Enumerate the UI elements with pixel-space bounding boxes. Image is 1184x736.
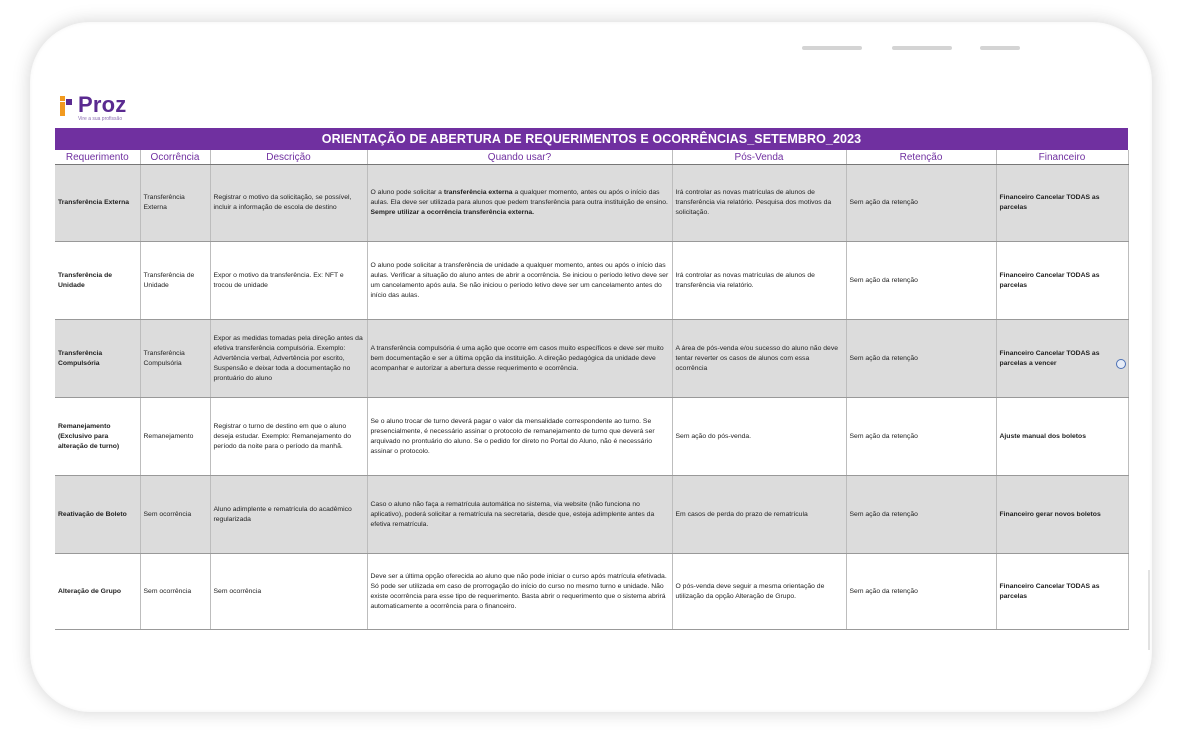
brand-name: Proz <box>78 92 127 117</box>
col-descricao: Descrição <box>210 150 367 165</box>
table-row <box>55 398 1128 476</box>
cell-quando-usar: O aluno pode solicitar a transferência de unidade a qualquer momento, antes ou após o início das aulas. Verificar a situação do aluno antes de abrir a ocorrência. Se iniciou o período letivo deve ser um cancelamento após aula. Se não iniciou o período letivo deve ser um cancelamento antes do início das aulas. <box>367 242 672 320</box>
cell-pos-venda: Em casos de perda do prazo de rematrícula <box>672 476 846 554</box>
cell-retencao: Sem ação da retenção <box>846 476 996 554</box>
cell-descricao: Expor as medidas tomadas pela direção antes da efetiva transferência compulsória. Exemplo: Advertência verbal, Advertência por escrito, Suspensão e deixar toda a documentação no prontuário do aluno <box>210 320 367 398</box>
cell-descricao: Registrar o turno de destino em que o aluno deseja estudar. Exemplo: Remanejamento do período da noite para o período da manhã. <box>210 398 367 476</box>
cell-ocorrencia: Transferência Compulsória <box>140 320 210 398</box>
cell-financeiro: Financeiro gerar novos boletos <box>996 476 1128 554</box>
cell-retencao: Sem ação da retenção <box>846 320 996 398</box>
cell-retencao: Sem ação da retenção <box>846 242 996 320</box>
cell-financeiro: Ajuste manual dos boletos <box>996 398 1128 476</box>
brand-tagline: Vire a sua profissão <box>78 116 123 122</box>
cell-requerimento: Transferência de Unidade <box>55 242 140 320</box>
table-row <box>55 476 1128 554</box>
quando-bold-d: Sempre utilizar a ocorrência transferência externa. <box>370 209 535 216</box>
cell-quando-usar: Deve ser a última opção oferecida ao aluno que não pode iniciar o curso após matrícula efetivada. Só pode ser utilizada em caso de prorrogação do início do curso no mesmo turno e unidade. Não existe ocorrência para esse tipo de requerimento. Basta abrir o requerimento que o sistema abrirá automaticamente a ocorrência para o financeiro. <box>367 554 672 630</box>
quando-bold-b: transferência externa <box>443 189 513 196</box>
header-row <box>55 150 1128 165</box>
table-row <box>55 165 1128 242</box>
quando-text-a: O aluno pode solicitar a <box>370 189 444 196</box>
cell-quando-usar: Se o aluno trocar de turno deverá pagar o valor da mensalidade correspondente ao turno. Se presencialmente, é necessário assinar o protocolo de remanejamento de turno que deverá ser arquivado no prontuário do aluno. Se o pedido for direto no Portal do Aluno, não é necessário assinar o protocolo. <box>367 398 672 476</box>
quando-text-c: a qualquer momento, antes ou após o início das aulas. Ela deve ser utilizada para alunos que pedem transferência para outra instituição de ensino. <box>370 189 668 206</box>
col-requerimento: Requerimento <box>55 150 140 165</box>
top-bar-1 <box>802 46 862 50</box>
cell-requerimento: Reativação de Boleto <box>55 476 140 554</box>
cell-requerimento: Transferência Externa <box>55 165 140 242</box>
table-row <box>55 320 1128 398</box>
cell-requerimento: Transferência Compulsória <box>55 320 140 398</box>
proz-logo <box>60 94 150 124</box>
cell-pos-venda: O pós-venda deve seguir a mesma orientação de utilização da opção Alteração de Grupo. <box>672 554 846 630</box>
cell-ocorrencia: Transferência de Unidade <box>140 242 210 320</box>
proz-logo-icon <box>60 96 74 116</box>
cell-requerimento: Remanejamento (Exclusivo para alteração de turno) <box>55 398 140 476</box>
top-bar-3 <box>980 46 1020 50</box>
cell-ocorrencia: Remanejamento <box>140 398 210 476</box>
cell-pos-venda: Irá controlar as novas matrículas de alunos de transferência via relatório. Pesquisa dos motivos da solicitação. <box>672 165 846 242</box>
cell-descricao: Aluno adimplente e rematrícula do acadêmico regularizada <box>210 476 367 554</box>
cell-financeiro: Financeiro Cancelar TODAS as parcelas <box>996 554 1128 630</box>
cell-pos-venda: A área de pós-venda e/ou sucesso do aluno não deve tentar reverter os casos de alunos com essa ocorrência <box>672 320 846 398</box>
cell-financeiro: Financeiro Cancelar TODAS as parcelas <box>996 242 1128 320</box>
col-pos-venda: Pós-Venda <box>672 150 846 165</box>
table-row <box>55 554 1128 630</box>
spreadsheet <box>55 128 1128 630</box>
cell-financeiro: Financeiro Cancelar TODAS as parcelas <box>996 165 1128 242</box>
cell-quando-usar <box>367 165 672 242</box>
cell-financeiro: Financeiro Cancelar TODAS as parcelas a vencer <box>996 320 1128 398</box>
cell-descricao: Registrar o motivo da solicitação, se possível, incluir a informação de escola de destino <box>210 165 367 242</box>
window-edge <box>1148 570 1150 650</box>
cell-retencao: Sem ação da retenção <box>846 165 996 242</box>
cell-retencao: Sem ação da retenção <box>846 398 996 476</box>
cell-quando-usar: Caso o aluno não faça a rematrícula automática no sistema, via website (não funciona no aplicativo), poderá solicitar a rematrícula na secretaria, desde que, esteja adimplente antes da efetiva rematrícula. <box>367 476 672 554</box>
col-ocorrencia: Ocorrência <box>140 150 210 165</box>
cell-ocorrencia: Sem ocorrência <box>140 476 210 554</box>
cell-ocorrencia: Sem ocorrência <box>140 554 210 630</box>
requirements-table <box>55 150 1129 630</box>
cell-pos-venda: Sem ação do pós-venda. <box>672 398 846 476</box>
top-bar-2 <box>892 46 952 50</box>
cell-ocorrencia: Transferência Externa <box>140 165 210 242</box>
cell-descricao: Expor o motivo da transferência. Ex: NFT e trocou de unidade <box>210 242 367 320</box>
cell-selection-handle[interactable] <box>1116 359 1126 369</box>
col-quando-usar: Quando usar? <box>367 150 672 165</box>
cell-quando-usar: A transferência compulsória é uma ação que ocorre em casos muito específicos e deve ser muito bem documentação e ser a última opção da instituição. A direção pedagógica da unidade deve acompanhar e autorizar a abertura desse requerimento e ocorrência. <box>367 320 672 398</box>
col-financeiro: Financeiro <box>996 150 1128 165</box>
sheet-title: ORIENTAÇÃO DE ABERTURA DE REQUERIMENTOS E OCORRÊNCIAS_SETEMBRO_2023 <box>55 128 1128 150</box>
col-retencao: Retenção <box>846 150 996 165</box>
table-row <box>55 242 1128 320</box>
cell-descricao: Sem ocorrência <box>210 554 367 630</box>
cell-requerimento: Alteração de Grupo <box>55 554 140 630</box>
cell-pos-venda: Irá controlar as novas matrículas de alunos de transferência via relatório. <box>672 242 846 320</box>
cell-retencao: Sem ação da retenção <box>846 554 996 630</box>
